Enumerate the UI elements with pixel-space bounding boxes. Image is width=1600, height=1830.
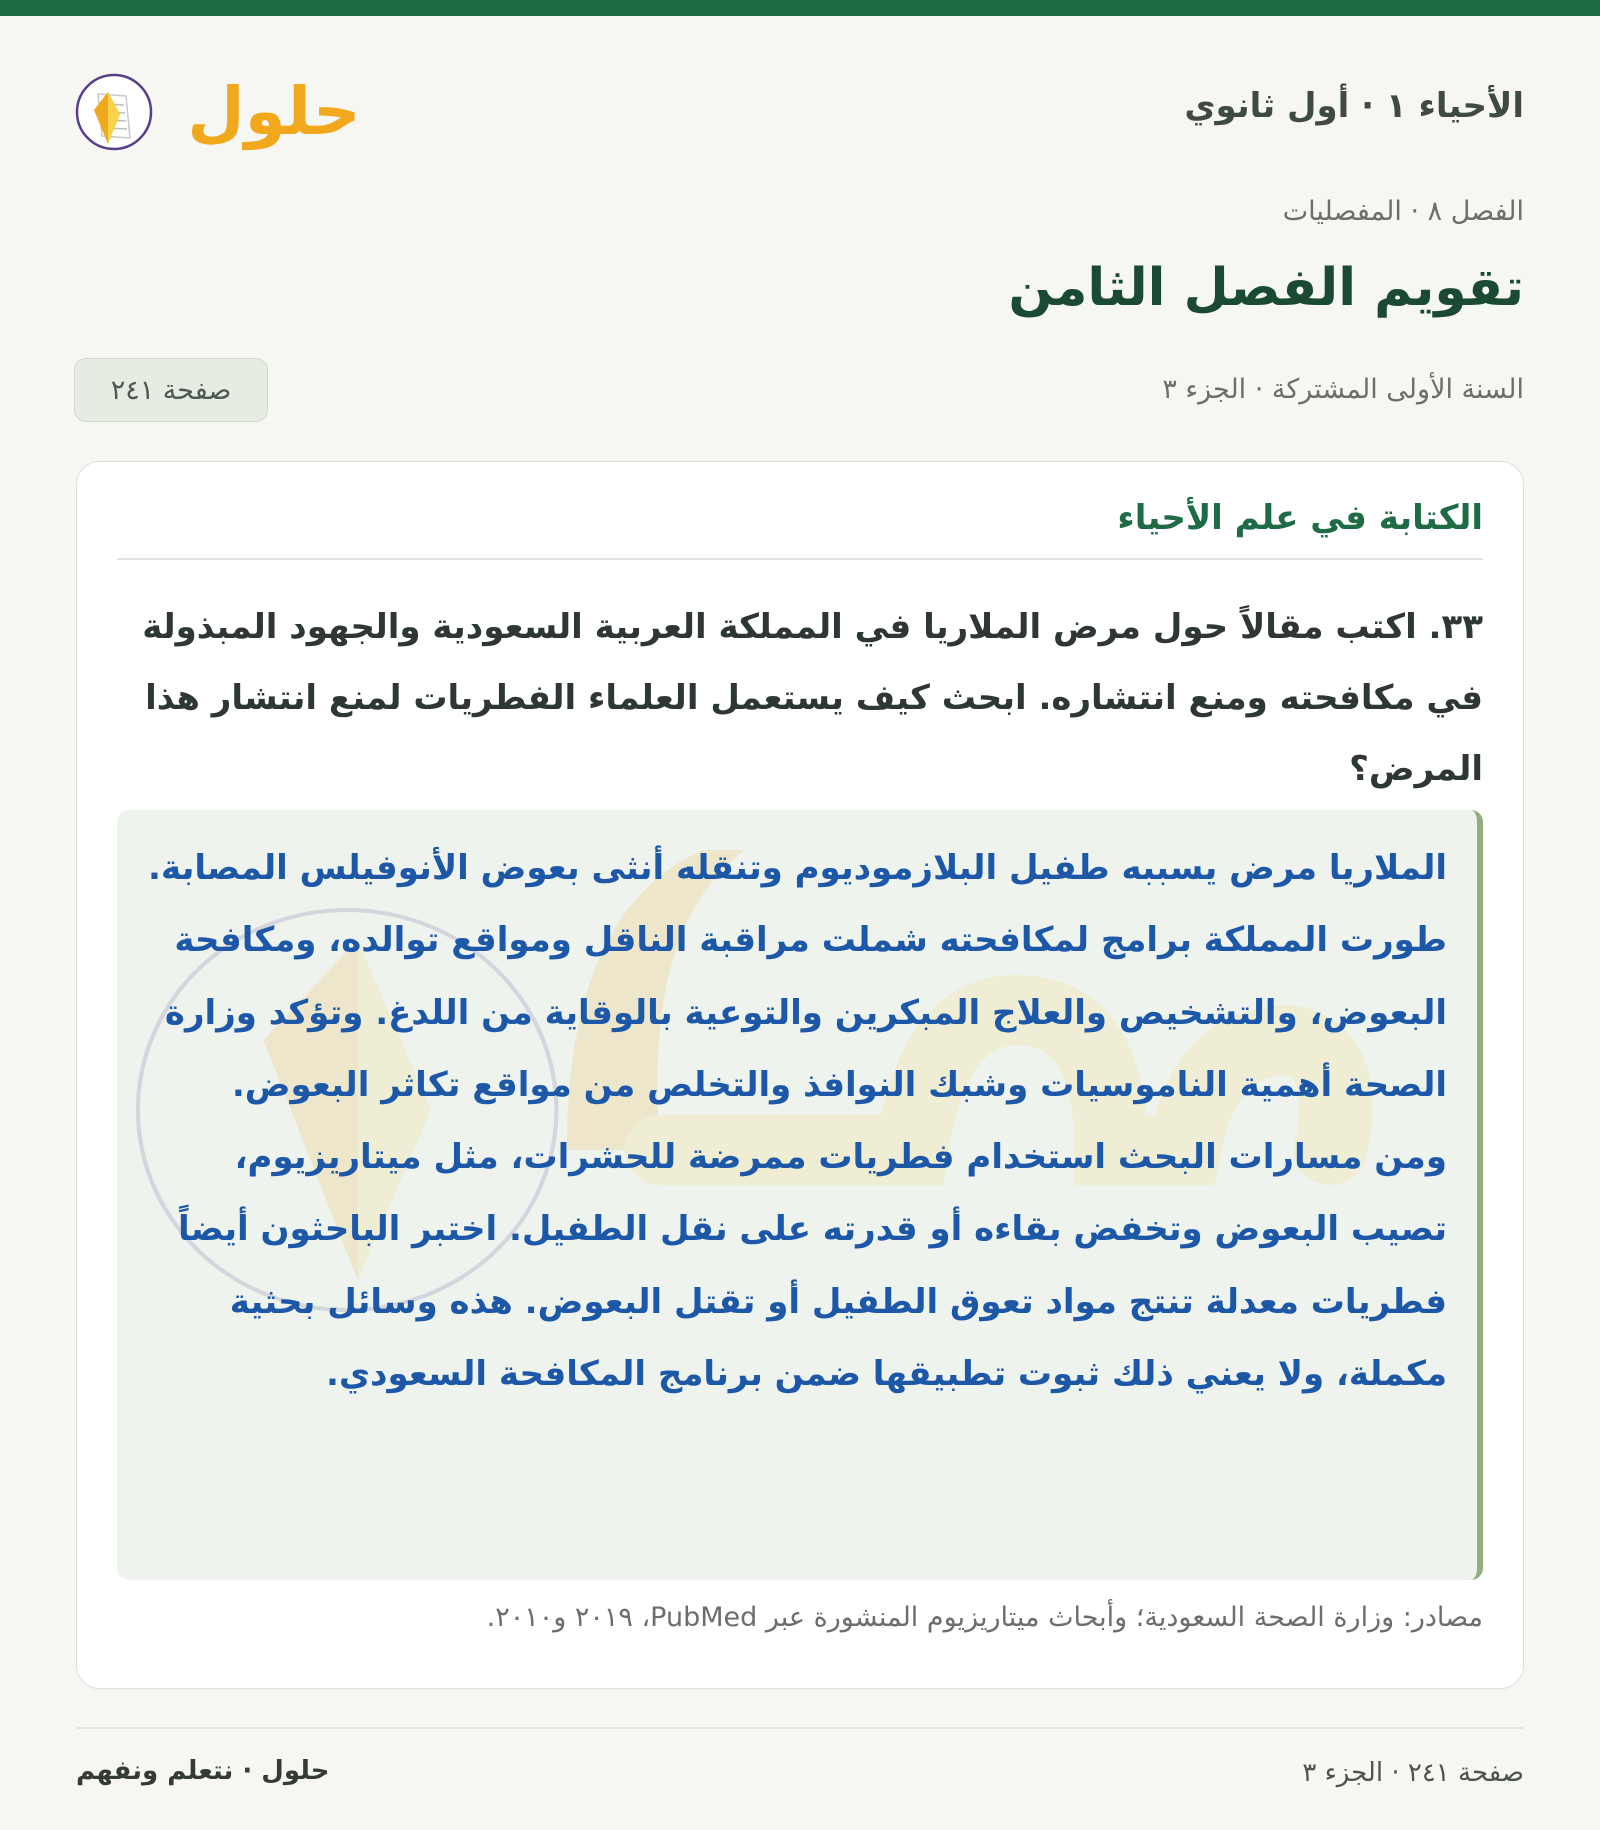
footer-brand[interactable]: حلول · نتعلم ونفهم — [76, 1756, 330, 1786]
question-text: ٣٣. اكتب مقالاً حول مرض الملاريا في المملكة العربية السعودية والجهود المبذولة في مكافحته ومنع انتشاره. ابحث كيف يستعمل العلماء الفطريات لمنع انتشار هذا المرض؟ — [142, 607, 1483, 789]
answer-box — [117, 810, 1483, 1580]
section-heading: الكتابة في علم الأحياء — [117, 498, 1483, 560]
top-accent-bar — [0, 0, 1600, 16]
book-meta: السنة الأولى المشتركة · الجزء ٣ — [1162, 374, 1524, 405]
logo-emblem-icon — [77, 75, 151, 149]
page-number-badge: صفحة ٢٤١ — [74, 358, 268, 422]
brand-logo[interactable] — [74, 52, 361, 160]
footer-divider — [76, 1727, 1524, 1729]
answer-paragraph: الملاريا مرض يسببه طفيل البلازموديوم وتنقله أنثى بعوض الأنوفيلس المصابة. طورت المملكة برامج لمكافحته شملت مراقبة الناقل ومواقع توالده، ومكافحة البعوض، والتشخيص والعلاج المبكرين والتوعية بالوقاية من اللدغ. وتؤكد وزارة الصحة أهمية الناموسيات وشبك النوافذ والتخلص من مواقع تكاثر البعوض. — [148, 848, 1447, 1105]
page-title: تقويم الفصل الثامن — [1008, 258, 1524, 318]
footer-page-info: صفحة ٢٤١ · الجزء ٣ — [1302, 1758, 1524, 1788]
question-card — [76, 461, 1524, 1689]
logo-wordmark: حلول — [187, 73, 361, 150]
answer-text — [147, 832, 1447, 1410]
answer-paragraph: ومن مسارات البحث استخدام فطريات ممرضة للحشرات، مثل ميتاريزيوم، تصيب البعوض وتخفض بقاءه أو قدرته على نقل الطفيل. اختبر الباحثون أيضاً فطريات معدلة تنتج مواد تعوق الطفيل أو تقتل البعوض. هذه وسائل بحثية مكملة، ولا يعني ذلك ثبوت تطبيقها ضمن برنامج المكافحة السعودي. — [177, 1137, 1447, 1395]
course-title: الأحياء ١ · أول ثانوي — [1184, 86, 1524, 126]
sources-note: مصادر: وزارة الصحة السعودية؛ وأبحاث ميتاريزيوم المنشورة عبر PubMed، ٢٠١٩ و٢٠١٠. — [486, 1602, 1483, 1633]
breadcrumb[interactable]: الفصل ٨ · المفصليات — [1282, 196, 1524, 227]
